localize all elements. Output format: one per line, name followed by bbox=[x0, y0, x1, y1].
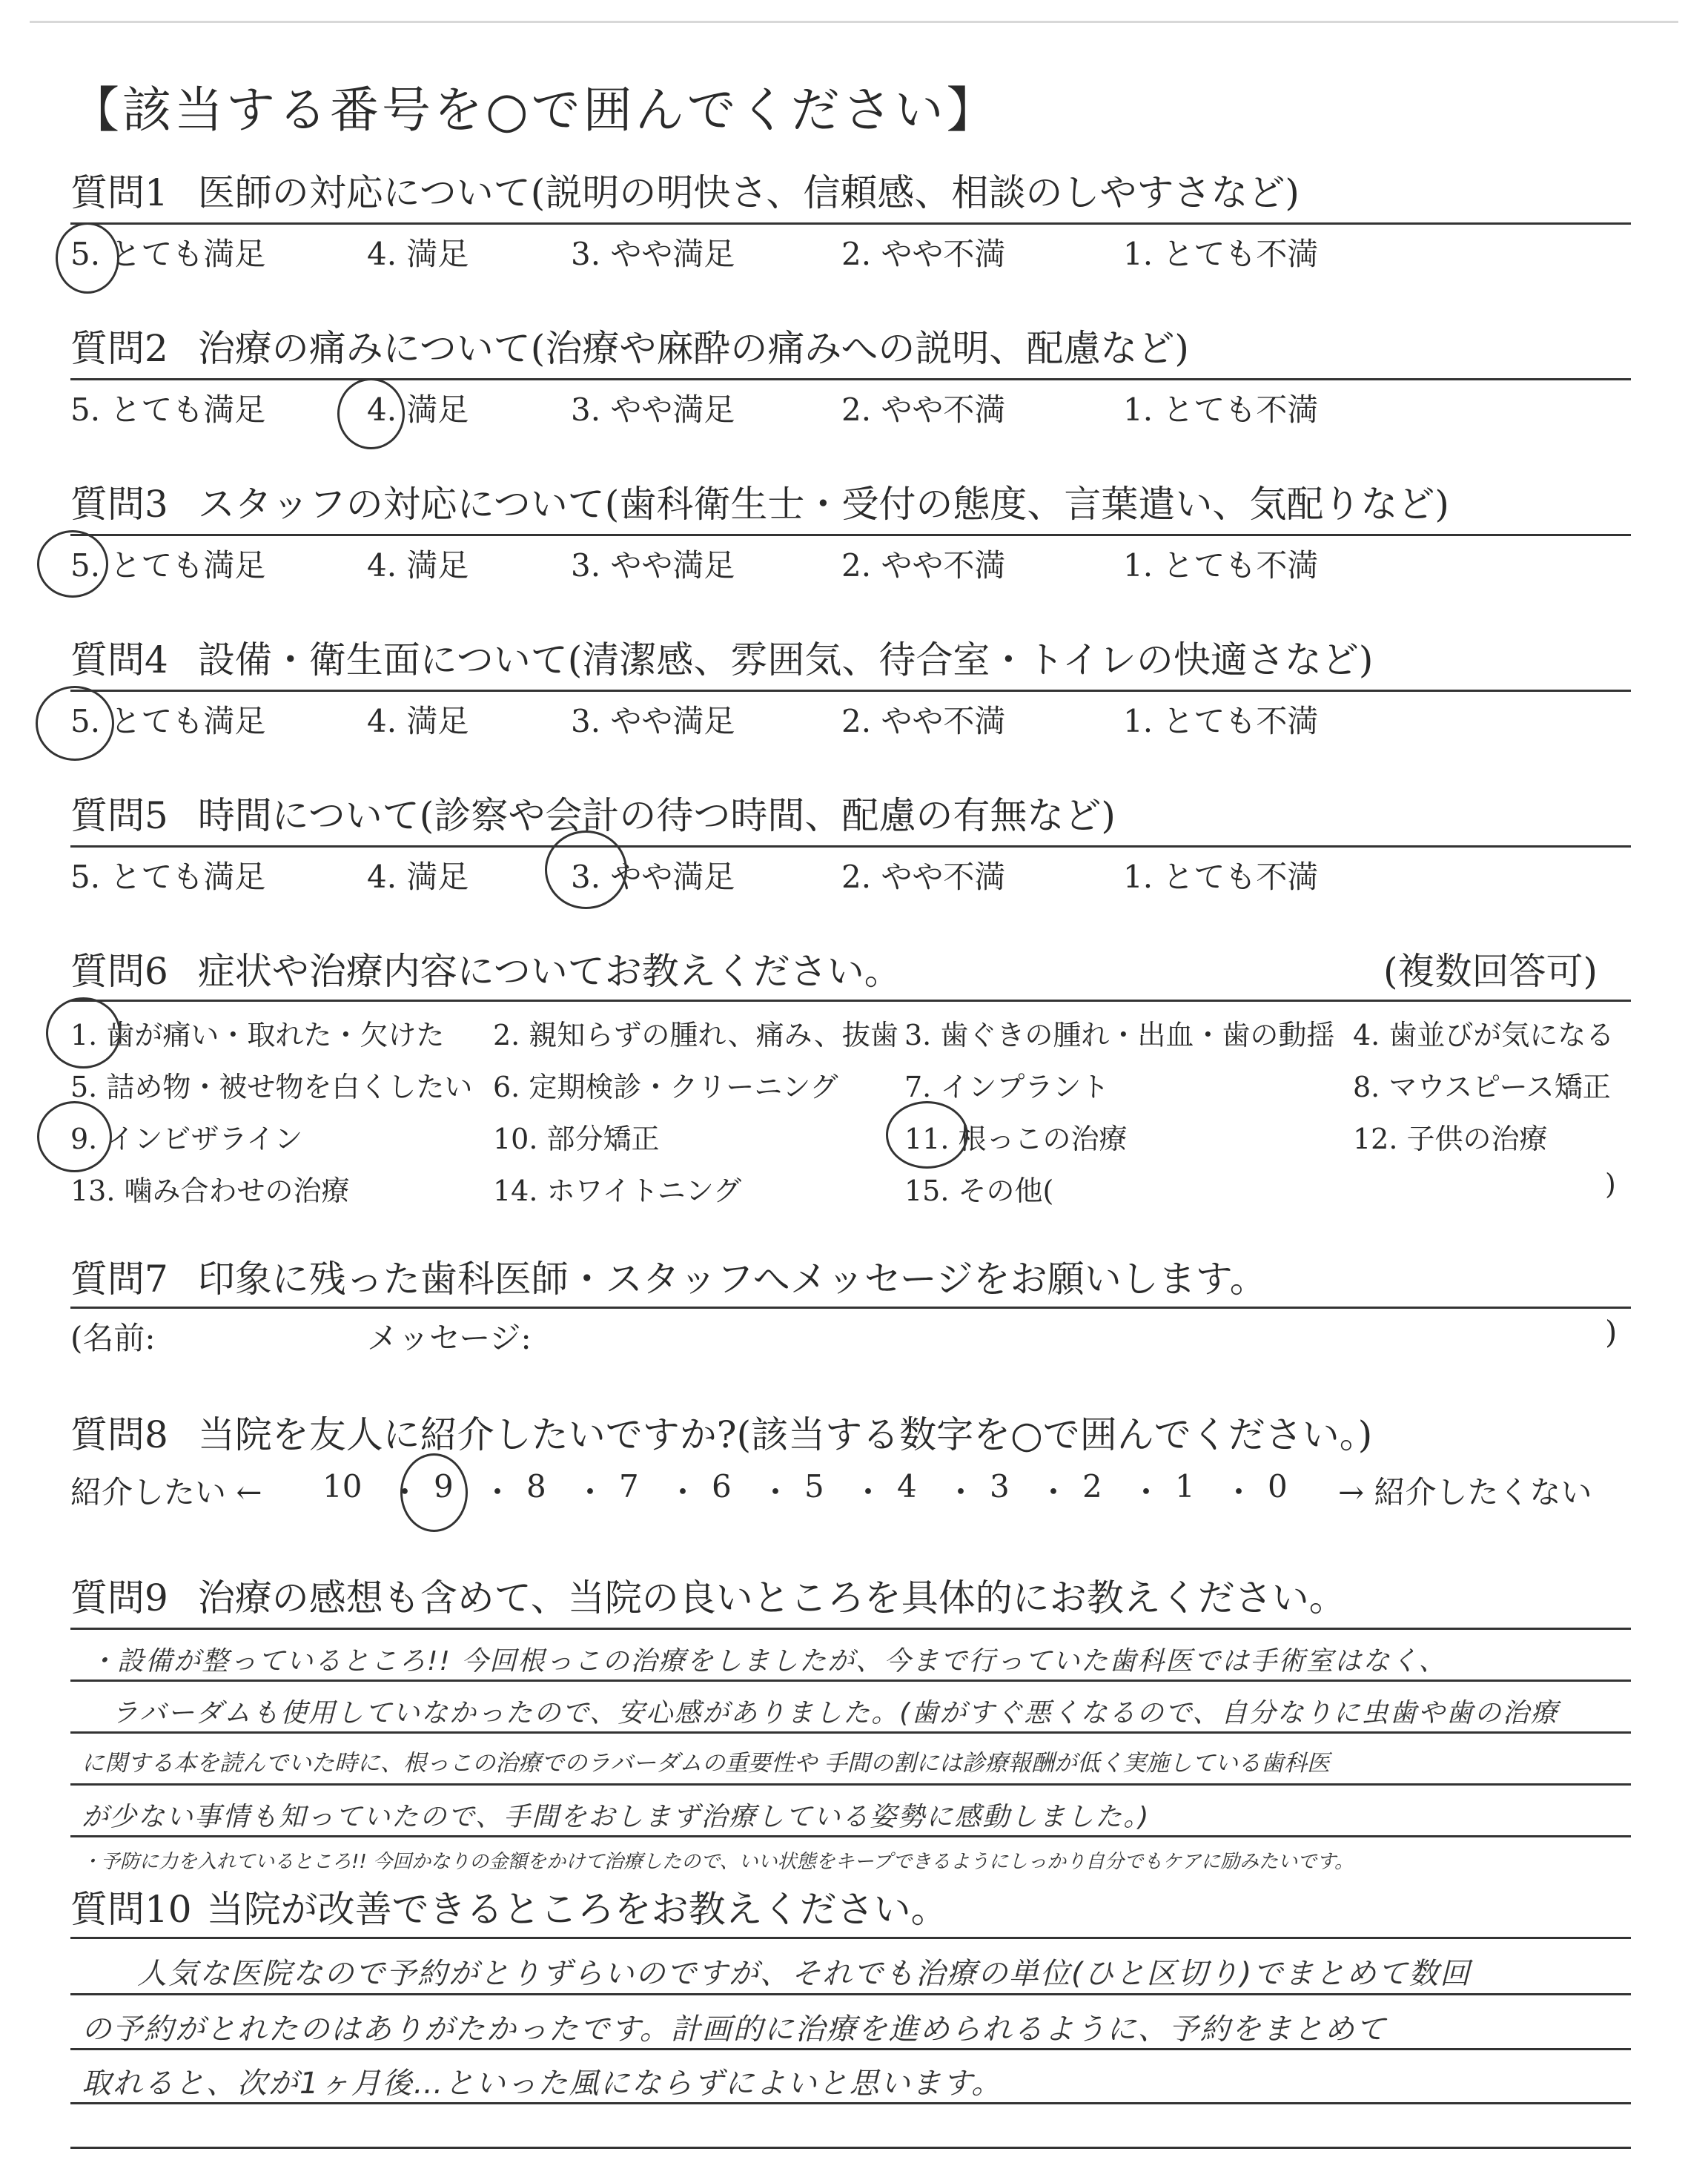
handwritten-answer-line: ・設備が整っているところ!! 今回根っこの治療をしましたが、今まで行っていた歯科医では手術室はなく、 bbox=[89, 1646, 1447, 1677]
answer-circle bbox=[337, 378, 405, 449]
option-4[interactable]: 4. 満足 bbox=[367, 392, 469, 428]
question-2 bbox=[70, 323, 1627, 374]
answer-circle bbox=[37, 1101, 112, 1172]
question-number: 質問9 bbox=[70, 1576, 168, 1619]
symptom-option[interactable]: 7. インプラント bbox=[904, 1071, 1110, 1103]
scale-dot: ・ bbox=[1038, 1474, 1070, 1510]
scale-dot: ・ bbox=[575, 1474, 606, 1510]
multiple-answer-note: (複数回答可) bbox=[1383, 950, 1598, 993]
question-6 bbox=[70, 945, 1627, 997]
scale-7[interactable]: 7 bbox=[619, 1468, 639, 1505]
symptom-option[interactable]: 10. 部分矯正 bbox=[493, 1123, 660, 1155]
scale-5[interactable]: 5 bbox=[804, 1468, 824, 1505]
rule bbox=[70, 222, 1631, 225]
symptom-option[interactable]: 8. マウスピース矯正 bbox=[1353, 1071, 1611, 1103]
scale-dot: ・ bbox=[1223, 1474, 1255, 1510]
question-number: 質問10 bbox=[70, 1888, 192, 1931]
question-number: 質問6 bbox=[70, 950, 168, 993]
answer-circle bbox=[37, 530, 108, 598]
question-number: 質問3 bbox=[70, 483, 168, 526]
symptom-option[interactable]: 9. インビザライン bbox=[70, 1123, 303, 1155]
question-2-heading bbox=[70, 323, 1627, 374]
option-3[interactable]: 3. やや満足 bbox=[571, 547, 735, 584]
symptom-option[interactable]: 5. 詰め物・被せ物を白くしたい bbox=[70, 1071, 473, 1103]
writing-line bbox=[70, 1783, 1631, 1786]
option-1[interactable]: 1. とても不満 bbox=[1123, 547, 1319, 584]
rule bbox=[70, 378, 1631, 380]
option-3[interactable]: 3. やや満足 bbox=[571, 392, 735, 428]
scale-dot: ・ bbox=[760, 1474, 792, 1510]
writing-line bbox=[70, 1835, 1631, 1837]
option-5[interactable]: 5. とても満足 bbox=[70, 236, 266, 272]
option-2[interactable]: 2. やや不満 bbox=[841, 392, 1006, 428]
writing-line bbox=[70, 1731, 1631, 1734]
question-3 bbox=[70, 478, 1627, 530]
option-4[interactable]: 4. 満足 bbox=[367, 236, 469, 272]
question-7 bbox=[70, 1253, 1627, 1305]
handwritten-answer-line: ・予防に力を入れているところ!! 今回かなりの金額をかけて治療したので、いい状態をキープできるようにしっかり自分でもケアに励みたいです。 bbox=[82, 1851, 1354, 1873]
question-1 bbox=[70, 167, 1627, 219]
rule bbox=[70, 534, 1631, 536]
question-text: 治療の痛みについて(治療や麻酔の痛みへの説明、配慮など) bbox=[197, 327, 1189, 370]
question-number: 質問4 bbox=[70, 638, 168, 681]
option-4[interactable]: 4. 満足 bbox=[367, 859, 469, 895]
option-2[interactable]: 2. やや不満 bbox=[841, 703, 1006, 739]
other-close-paren: ) bbox=[1605, 1168, 1616, 1200]
answer-circle bbox=[36, 686, 114, 761]
option-1[interactable]: 1. とても不満 bbox=[1123, 392, 1319, 428]
question-text: 治療の感想も含めて、当院の良いところを具体的にお教えください。 bbox=[197, 1576, 1346, 1619]
question-3-heading bbox=[70, 478, 1627, 530]
question-3-options bbox=[70, 541, 1627, 586]
scale-left-label: 紹介したい ← bbox=[70, 1474, 262, 1510]
question-7-heading bbox=[70, 1253, 1627, 1305]
question-text: 当院を友人に紹介したいですか?(該当する数字を○で囲んでください。) bbox=[197, 1413, 1373, 1456]
question-8-heading bbox=[70, 1409, 1627, 1461]
symptom-option[interactable]: 6. 定期検診・クリーニング bbox=[493, 1071, 838, 1103]
scale-10[interactable]: 10 bbox=[322, 1468, 363, 1505]
option-2[interactable]: 2. やや不満 bbox=[841, 859, 1006, 895]
scale-9[interactable]: 9 bbox=[434, 1468, 454, 1505]
scale-3[interactable]: 3 bbox=[990, 1468, 1010, 1505]
handwritten-answer-line: に関する本を読んでいた時に、根っこの治療でのラバーダムの重要性や 手間の割には診療報酬が低く実施している歯科医 bbox=[82, 1750, 1330, 1777]
question-text: スタッフの対応について(歯科衛生士・受付の態度、言葉遣い、気配りなど) bbox=[197, 483, 1449, 526]
option-2[interactable]: 2. やや不満 bbox=[841, 236, 1006, 272]
answer-circle bbox=[56, 222, 119, 294]
question-10-heading bbox=[70, 1883, 1627, 1935]
writing-line bbox=[70, 1937, 1631, 1939]
rule bbox=[70, 690, 1631, 692]
symptom-option[interactable]: 15. その他( bbox=[904, 1175, 1054, 1207]
question-text: 印象に残った歯科医師・スタッフへメッセージをお願いします。 bbox=[197, 1258, 1267, 1301]
handwritten-answer-line: の予約がとれたのはありがたかったです。計画的に治療を進められるように、予約をまとめて bbox=[82, 2012, 1387, 2047]
handwritten-answer-line: 取れると、次が1ヶ月後…といった風にならずによいと思います。 bbox=[82, 2067, 1003, 2101]
scale-dot: ・ bbox=[853, 1474, 884, 1510]
question-9-heading bbox=[70, 1572, 1627, 1624]
option-4[interactable]: 4. 満足 bbox=[367, 547, 469, 584]
symptom-option[interactable]: 2. 親知らずの腫れ、痛み、抜歯 bbox=[493, 1019, 898, 1051]
answer-circle bbox=[46, 997, 121, 1069]
scale-2[interactable]: 2 bbox=[1082, 1468, 1102, 1505]
page-title: 【該当する番号を○で囲んでください】 bbox=[70, 82, 999, 139]
question-4 bbox=[70, 634, 1627, 686]
symptom-option[interactable]: 3. 歯ぐきの腫れ・出血・歯の動揺 bbox=[904, 1019, 1335, 1051]
handwritten-answer-line: が少ない事情も知っていたので、手間をおしまず治療している姿勢に感動しました。) bbox=[82, 1802, 1151, 1832]
rule bbox=[70, 1000, 1631, 1002]
answer-circle bbox=[400, 1453, 468, 1532]
question-text: 当院が改善できるところをお教えください。 bbox=[206, 1888, 948, 1931]
symptom-option[interactable]: 11. 根っこの治療 bbox=[904, 1123, 1128, 1155]
question-number: 質問2 bbox=[70, 327, 168, 370]
symptom-option[interactable]: 13. 噛み合わせの治療 bbox=[70, 1175, 350, 1207]
option-5[interactable]: 5. とても満足 bbox=[70, 392, 266, 428]
question-10 bbox=[70, 1883, 1627, 1935]
question-1-heading bbox=[70, 167, 1627, 219]
scale-right-label: → 紹介したくない bbox=[1338, 1474, 1592, 1510]
question-number: 質問8 bbox=[70, 1413, 168, 1456]
symptom-option[interactable]: 1. 歯が痛い・取れた・欠けた bbox=[70, 1019, 445, 1051]
question-2-options bbox=[70, 386, 1627, 430]
question-6-heading bbox=[70, 945, 1627, 997]
option-3[interactable]: 3. やや満足 bbox=[571, 703, 735, 739]
question-text: 症状や治療内容についてお教えください。 bbox=[197, 950, 901, 993]
answer-circle bbox=[545, 830, 627, 909]
symptom-option[interactable]: 12. 子供の治療 bbox=[1353, 1123, 1548, 1155]
writing-line bbox=[70, 1628, 1631, 1630]
question-text: 医師の対応について(説明の明快さ、信頼感、相談のしやすさなど) bbox=[197, 171, 1300, 214]
option-4[interactable]: 4. 満足 bbox=[367, 703, 469, 739]
answer-circle bbox=[886, 1101, 968, 1169]
writing-line bbox=[70, 2147, 1631, 2149]
recommendation-scale bbox=[70, 1468, 1635, 1513]
scale-dot: ・ bbox=[667, 1474, 699, 1510]
option-3[interactable]: 3. やや満足 bbox=[571, 859, 735, 895]
question-1-options bbox=[70, 230, 1627, 274]
question-4-options bbox=[70, 697, 1627, 742]
question-5-heading bbox=[70, 790, 1627, 842]
handwritten-answer-line: 人気な医院なので予約がとりずらいのですが、それでも治療の単位(ひと区切り)でまとめて数回 bbox=[137, 1957, 1472, 1991]
option-5[interactable]: 5. とても満足 bbox=[70, 703, 266, 739]
scale-1[interactable]: 1 bbox=[1175, 1468, 1195, 1505]
question-number: 質問5 bbox=[70, 794, 168, 837]
question-8 bbox=[70, 1409, 1627, 1461]
question-number: 質問1 bbox=[70, 171, 168, 214]
question-text: 設備・衛生面について(清潔感、雰囲気、待合室・トイレの快適さなど) bbox=[197, 638, 1374, 681]
option-1[interactable]: 1. とても不満 bbox=[1123, 236, 1319, 272]
scale-6[interactable]: 6 bbox=[712, 1468, 732, 1505]
scale-dot: ・ bbox=[1131, 1474, 1162, 1510]
option-1[interactable]: 1. とても不満 bbox=[1123, 703, 1319, 739]
close-paren: ) bbox=[1605, 1314, 1618, 1350]
rule bbox=[70, 845, 1631, 848]
top-edge bbox=[30, 21, 1678, 23]
option-5[interactable]: 5. とても満足 bbox=[70, 547, 266, 584]
question-5-options bbox=[70, 853, 1627, 897]
scale-dot: ・ bbox=[389, 1474, 421, 1510]
question-9 bbox=[70, 1572, 1627, 1624]
writing-line bbox=[70, 2048, 1631, 2050]
name-label: (名前: bbox=[70, 1320, 156, 1356]
writing-line bbox=[70, 2102, 1631, 2104]
question-number: 質問7 bbox=[70, 1258, 168, 1301]
question-5 bbox=[70, 790, 1627, 842]
option-5[interactable]: 5. とても満足 bbox=[70, 859, 266, 895]
symptom-option[interactable]: 4. 歯並びが気になる bbox=[1353, 1019, 1615, 1051]
option-2[interactable]: 2. やや不満 bbox=[841, 547, 1006, 584]
scale-dot: ・ bbox=[945, 1474, 977, 1510]
writing-line bbox=[70, 1993, 1631, 1995]
option-3[interactable]: 3. やや満足 bbox=[571, 236, 735, 272]
rule bbox=[70, 1307, 1631, 1309]
scale-8[interactable]: 8 bbox=[526, 1468, 546, 1505]
scale-0[interactable]: 0 bbox=[1268, 1468, 1288, 1505]
handwritten-answer-line: ラバーダムも使用していなかったので、安心感がありました。(歯がすぐ悪くなるので、自分なりに虫歯や歯の治療 bbox=[111, 1698, 1559, 1728]
symptom-option[interactable]: 14. ホワイトニング bbox=[493, 1175, 742, 1207]
question-text: 時間について(診察や会計の待つ時間、配慮の有無など) bbox=[197, 794, 1116, 837]
question-7-fields bbox=[70, 1314, 1627, 1358]
question-4-heading bbox=[70, 634, 1627, 686]
option-1[interactable]: 1. とても不満 bbox=[1123, 859, 1319, 895]
writing-line bbox=[70, 1680, 1631, 1682]
scale-dot: ・ bbox=[482, 1474, 514, 1510]
message-label: メッセージ: bbox=[367, 1320, 532, 1356]
scale-4[interactable]: 4 bbox=[897, 1468, 917, 1505]
